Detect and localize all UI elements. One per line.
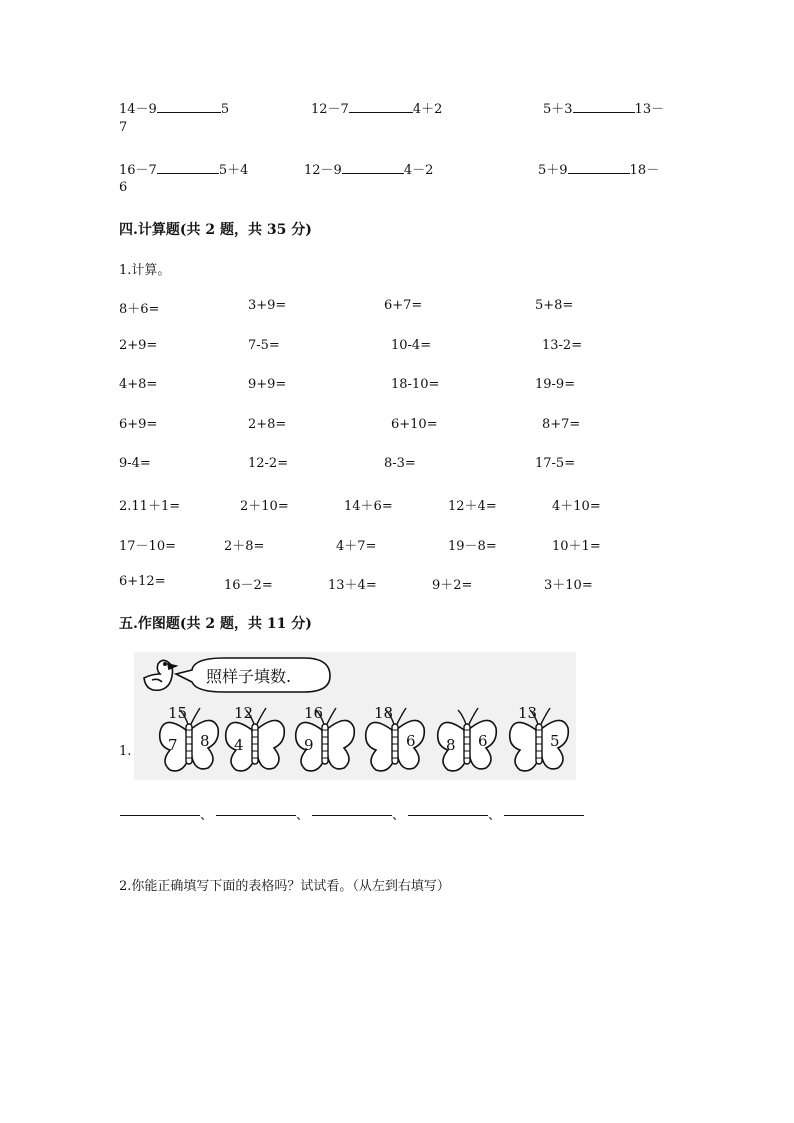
calc-item: 12＋4= bbox=[448, 499, 497, 514]
section-4-title: 四.计算题(共 2 题，共 35 分) bbox=[119, 222, 312, 238]
calc-item: 4＋10= bbox=[552, 499, 601, 514]
calc-item: 6+9= bbox=[119, 417, 158, 432]
expr-left: 5＋3 bbox=[543, 102, 573, 117]
expr-right: 4－2 bbox=[403, 163, 434, 178]
butterfly-left-number: 8 bbox=[446, 736, 456, 754]
calc-item: 6+7= bbox=[384, 298, 423, 313]
calc-item: 6+10= bbox=[391, 417, 438, 432]
answer-blank[interactable] bbox=[157, 100, 221, 113]
calc-item: 2＋8= bbox=[224, 539, 265, 554]
calc-item: 5+8= bbox=[535, 298, 574, 313]
answer-line[interactable] bbox=[408, 815, 488, 816]
compare-row-1-item-3 bbox=[543, 98, 664, 117]
answer-blank[interactable] bbox=[573, 100, 635, 113]
question-1-label: 1.计算。 bbox=[119, 263, 171, 278]
expr-left: 5＋9 bbox=[538, 163, 568, 178]
expr-right: 18－ bbox=[629, 163, 660, 178]
calc-item: 3+9= bbox=[248, 298, 287, 313]
calc-item: 13＋4= bbox=[328, 578, 377, 593]
compare-row-1-wrap: 7 bbox=[119, 120, 128, 135]
expr-left: 16－7 bbox=[119, 163, 157, 178]
butterfly-left-number: 7 bbox=[168, 736, 178, 754]
compare-row-2-item-3 bbox=[538, 159, 659, 178]
expr-left: 12－7 bbox=[311, 102, 349, 117]
calc-item: 4+8= bbox=[119, 377, 158, 392]
calc-item: 3＋10= bbox=[544, 578, 593, 593]
calc-item: 2+8= bbox=[248, 417, 287, 432]
expr-right: 5 bbox=[220, 102, 230, 117]
compare-row-1-item-2 bbox=[311, 98, 442, 117]
calc-item: 4＋7= bbox=[336, 539, 377, 554]
calc-item: 14＋6= bbox=[344, 499, 393, 514]
answer-blank[interactable] bbox=[568, 161, 630, 174]
expr-left: 12－9 bbox=[304, 163, 342, 178]
compare-row-2-item-2 bbox=[304, 159, 433, 178]
butterfly-illustration bbox=[134, 652, 576, 780]
calc-item: 7-5= bbox=[248, 338, 280, 353]
calc-item: 19－8= bbox=[448, 539, 497, 554]
compare-row-2-item-1 bbox=[119, 159, 248, 178]
calc-item: 2+9= bbox=[119, 338, 158, 353]
calc-item: 8+7= bbox=[542, 417, 581, 432]
separator: 、 bbox=[392, 808, 406, 823]
expr-right: 13－ bbox=[634, 102, 665, 117]
answer-blank[interactable] bbox=[349, 100, 413, 113]
bubble-text: 照样子填数. bbox=[206, 667, 292, 686]
calc-item: 13-2= bbox=[542, 338, 583, 353]
question-1-number: 1. bbox=[119, 744, 132, 759]
butterfly-right-number: 8 bbox=[200, 732, 210, 750]
calc-item: 16－2= bbox=[224, 578, 273, 593]
calc-item: 18-10= bbox=[391, 377, 440, 392]
calc-item: 17-5= bbox=[535, 456, 576, 471]
calc-item: 9+9= bbox=[248, 377, 287, 392]
separator: 、 bbox=[488, 808, 502, 823]
calc-item: 9-4= bbox=[119, 456, 151, 471]
question-2-text: 2.你能正确填写下面的表格吗？试试看。（从左到右填写） bbox=[119, 879, 450, 894]
butterfly-right-number: 6 bbox=[406, 732, 416, 750]
compare-row-1-item-1 bbox=[119, 98, 229, 117]
separator: 、 bbox=[200, 808, 214, 823]
calc-item: 6+12= bbox=[119, 574, 166, 589]
butterfly-left-number: 9 bbox=[304, 736, 314, 754]
calc-item: 2＋10= bbox=[240, 499, 289, 514]
butterfly-top-number: 18 bbox=[374, 704, 394, 722]
answer-line[interactable] bbox=[504, 815, 584, 816]
calc-item: 19-9= bbox=[535, 377, 576, 392]
calc-item: 9＋2= bbox=[432, 578, 473, 593]
calc-item: 12-2= bbox=[248, 456, 289, 471]
section-5-title: 五.作图题(共 2 题，共 11 分) bbox=[119, 616, 312, 632]
expr-right: 5＋4 bbox=[218, 163, 249, 178]
answer-line[interactable] bbox=[120, 815, 200, 816]
butterfly-top-number: 13 bbox=[518, 704, 538, 722]
butterfly-top-number: 15 bbox=[168, 704, 188, 722]
calc-item: 8＋6= bbox=[119, 302, 160, 317]
butterfly-top-number: 16 bbox=[304, 704, 324, 722]
calc-item: 10-4= bbox=[391, 338, 432, 353]
calc-item: 10＋1= bbox=[552, 539, 601, 554]
butterfly-right-number: 6 bbox=[478, 732, 488, 750]
answer-line[interactable] bbox=[216, 815, 296, 816]
butterfly-right-number: 5 bbox=[550, 732, 560, 750]
butterfly-left-number: 4 bbox=[234, 736, 244, 754]
separator: 、 bbox=[296, 808, 310, 823]
answer-blank[interactable] bbox=[157, 161, 219, 174]
calc-item: 17－10= bbox=[119, 539, 176, 554]
calc-item: 8-3= bbox=[384, 456, 416, 471]
compare-row-2-wrap: 6 bbox=[119, 180, 128, 195]
butterfly-top-number: 12 bbox=[234, 704, 254, 722]
expr-right: 4＋2 bbox=[412, 102, 443, 117]
answer-blank[interactable] bbox=[342, 161, 404, 174]
calc-item: 2.11＋1= bbox=[119, 499, 181, 514]
answer-line[interactable] bbox=[312, 815, 392, 816]
expr-left: 14－9 bbox=[119, 102, 157, 117]
